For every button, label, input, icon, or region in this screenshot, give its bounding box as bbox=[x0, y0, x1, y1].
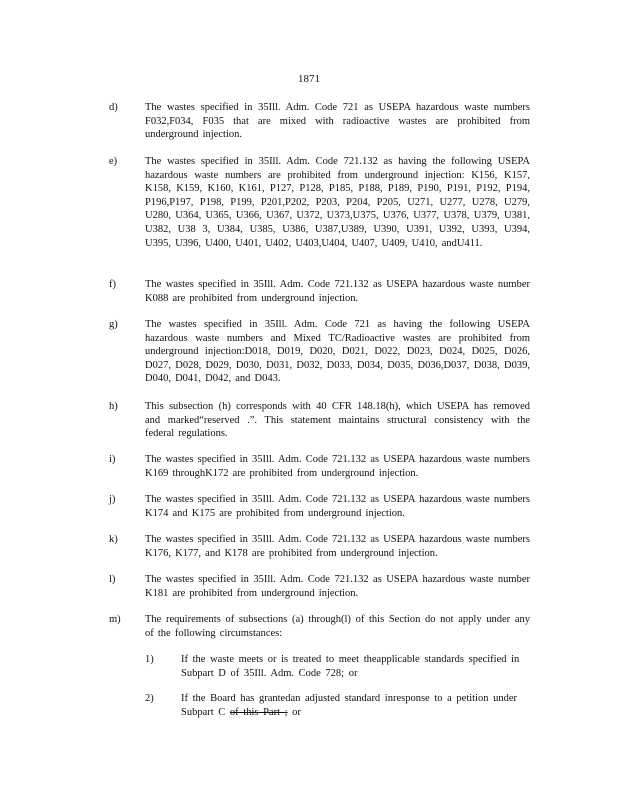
struck-text: of this Part ; bbox=[229, 706, 288, 718]
item-label: g) bbox=[109, 319, 118, 330]
page-number: 1871 bbox=[298, 73, 320, 85]
item-text: The wastes specified in 35Ill. Adm. Code 721.132 as USEPA hazardous waste numbers K176, K177, and K178 are prohibited from underground injection. bbox=[145, 534, 530, 559]
subitem-text-tail: or bbox=[287, 706, 301, 718]
item-label: i) bbox=[109, 454, 116, 465]
item-label: f) bbox=[109, 279, 116, 290]
item-label: j) bbox=[109, 494, 116, 505]
item-text: The wastes specified in 35Ill. Adm. Code 721.132 as having the following USEPA hazardous waste numbers are prohibited from underground injection: K156, K157, K158, K159, K160, K161, P127, P128, P185, P188, P189, P190, P191, P192, P194, P196,P197, P198, P199, P201,P202, P203, P204, P205, U271, U277, U278, U279, U280, U364, U365, U366, U367, U372, U373,U375, U376, U377, U378, U379, U381, U382, U38 3, U384, U385, U386, U387,U389, U390, U391, U392, U393, U394, U395, U396, U400, U401, U402, U403,U404, U407, U409, U410, andU411. bbox=[145, 156, 530, 249]
subitem-label: 1) bbox=[145, 654, 154, 665]
item-label: h) bbox=[109, 401, 118, 412]
subitem-label: 2) bbox=[145, 693, 154, 704]
item-label: m) bbox=[109, 614, 121, 625]
item-label: d) bbox=[109, 102, 118, 113]
item-text: The wastes specified in 35Ill. Adm. Code 721.132 as USEPA hazardous waste number K181 are prohibited from underground injection. bbox=[145, 574, 530, 599]
item-text: The wastes specified in 35Ill. Adm. Code 721 as USEPA hazardous waste numbers F032,F034, F035 that are mixed with radioactive wastes are prohibited from underground injection. bbox=[145, 102, 530, 141]
item-label: e) bbox=[109, 156, 118, 167]
subitem-text-main: If the Board has grantedan adjusted standard inresponse to a petition under Subpart C bbox=[181, 693, 518, 718]
item-text: The wastes specified in 35Ill. Adm. Code 721.132 as USEPA hazardous waste numbers K169 throughK172 are prohibited from underground injection. bbox=[145, 454, 530, 479]
item-text: This subsection (h) corresponds with 40 CFR 148.18(h), which USEPA has removed and marked“reserved .”. This statement maintains structural consistency with the federal regulations. bbox=[145, 401, 530, 440]
subitem-text bbox=[181, 692, 526, 719]
item-text: The wastes specified in 35Ill. Adm. Code 721.132 as USEPA hazardous waste numbers K174 and K175 are prohibited from underground injection. bbox=[145, 494, 530, 519]
item-text: The wastes specified in 35Ill. Adm. Code 721.132 as USEPA hazardous waste number K088 are prohibited from underground injection. bbox=[145, 279, 530, 304]
item-label: k) bbox=[109, 534, 118, 545]
item-text: The wastes specified in 35Ill. Adm. Code 721 as having the following USEPA hazardous waste numbers and Mixed TC/Radioactive wastes are prohibited from underground injection:D018, D019, D020, D021, D022, D023, D024, D025, D026, D027, D028, D029, D030, D031, D032, D033, D034, D035, D036,D037, D038, D039, D040, D041, D042, and D043. bbox=[145, 319, 530, 385]
subitem-text: If the waste meets or is treated to meet theapplicable standards specified in Subpart D of 35Ill. Adm. Code 728; or bbox=[181, 654, 520, 679]
item-label: l) bbox=[109, 574, 116, 585]
item-text: The requirements of subsections (a) through(l) of this Section do not apply under any of the following circumstances: bbox=[145, 614, 530, 639]
